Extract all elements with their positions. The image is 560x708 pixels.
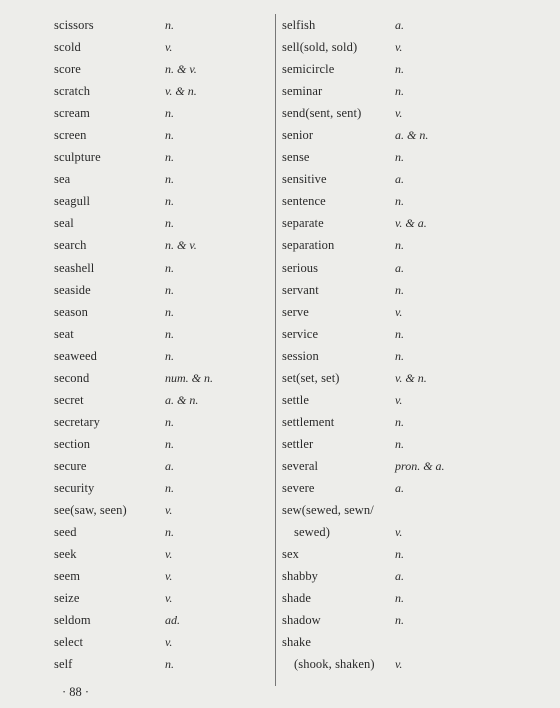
entry-part-of-speech: v. — [395, 304, 403, 319]
entry-part-of-speech: a. & n. — [165, 392, 199, 407]
entry-row — [282, 613, 552, 635]
entry-part-of-speech: n. — [165, 326, 174, 341]
entry-word: sense — [282, 150, 310, 165]
entry-word: secure — [54, 458, 87, 473]
entry-row — [54, 172, 269, 194]
entry-word: sex — [282, 547, 299, 562]
entry-row — [54, 283, 269, 305]
entry-part-of-speech: n. — [395, 613, 404, 628]
entry-row — [54, 591, 269, 613]
entry-word: scold — [54, 40, 81, 55]
entry-row — [54, 657, 269, 679]
entry-part-of-speech: n. — [165, 106, 174, 121]
entry-row — [282, 459, 552, 481]
page-number: · 88 · — [62, 685, 90, 699]
entry-part-of-speech: num. & n. — [165, 370, 213, 385]
entry-part-of-speech: n. — [165, 172, 174, 187]
entry-row — [54, 459, 269, 481]
entry-word: sentence — [282, 194, 326, 209]
entry-row — [54, 503, 269, 525]
entry-row — [54, 349, 269, 371]
entry-word: sewed) — [294, 525, 331, 540]
entry-part-of-speech: n. — [395, 238, 404, 253]
entry-word: seaweed — [54, 348, 98, 363]
entry-part-of-speech: n. — [395, 348, 404, 363]
entry-word: scissors — [54, 18, 94, 32]
entry-word: secret — [54, 392, 84, 407]
entry-row — [282, 40, 552, 62]
entry-word: serious — [282, 260, 319, 275]
entry-part-of-speech: n. — [395, 547, 404, 562]
entry-row — [54, 128, 269, 150]
entry-word: senior — [282, 128, 314, 143]
entry-row — [282, 172, 552, 194]
entry-word: score — [54, 62, 81, 77]
entry-row — [54, 238, 269, 260]
entry-word: shake — [282, 635, 311, 650]
entry-word: seagull — [54, 194, 91, 209]
entry-word: seem — [54, 569, 81, 584]
entry-word: shade — [282, 591, 311, 606]
entry-part-of-speech: a. — [395, 569, 404, 584]
entry-word: selfish — [282, 18, 316, 32]
entry-row — [54, 40, 269, 62]
entry-part-of-speech: n. — [165, 128, 174, 143]
entry-part-of-speech: v. — [165, 547, 173, 562]
entry-word: severe — [282, 480, 315, 495]
entry-row — [282, 415, 552, 437]
entry-word: service — [282, 326, 319, 341]
entry-word: sensitive — [282, 172, 327, 187]
entry-part-of-speech: n. — [165, 194, 174, 209]
entry-row — [282, 150, 552, 172]
entry-row — [282, 216, 552, 238]
entry-part-of-speech: v. — [165, 503, 173, 518]
entry-row — [54, 305, 269, 327]
entry-word: shabby — [282, 569, 319, 584]
entry-word: section — [54, 436, 91, 451]
entry-word: sculpture — [54, 150, 101, 165]
entry-word: scratch — [54, 84, 91, 99]
entry-row — [282, 657, 552, 679]
entry-part-of-speech: n. — [165, 414, 174, 429]
entry-part-of-speech: v. — [165, 569, 173, 584]
entry-row — [282, 84, 552, 106]
entry-row — [282, 128, 552, 150]
entry-part-of-speech: n. — [165, 525, 174, 540]
left-column — [54, 18, 269, 679]
entry-word: season — [54, 304, 88, 319]
entry-part-of-speech: v. — [165, 635, 173, 650]
entry-word: seat — [54, 326, 74, 341]
entry-word: serve — [282, 304, 309, 319]
entry-part-of-speech: n. — [165, 150, 174, 165]
entry-row — [54, 481, 269, 503]
entry-row — [54, 194, 269, 216]
entry-row — [282, 635, 552, 657]
entry-part-of-speech: ad. — [165, 613, 180, 628]
entry-word: separation — [282, 238, 335, 253]
entry-row — [54, 525, 269, 547]
entry-part-of-speech: n. — [165, 348, 174, 363]
entry-part-of-speech: n. — [165, 282, 174, 297]
entry-word: settlement — [282, 414, 335, 429]
entry-row — [54, 327, 269, 349]
entry-row — [54, 150, 269, 172]
entry-row — [54, 569, 269, 591]
entry-part-of-speech: n. — [395, 414, 404, 429]
entry-part-of-speech: v. & n. — [165, 84, 197, 99]
entry-row — [54, 415, 269, 437]
entry-word: semicircle — [282, 62, 335, 77]
entry-row — [54, 613, 269, 635]
entry-part-of-speech: pron. & a. — [395, 458, 445, 473]
entry-part-of-speech: v. — [395, 106, 403, 121]
entry-row — [282, 305, 552, 327]
entry-word: settler — [282, 436, 314, 451]
entry-word: seminar — [282, 84, 323, 99]
entry-part-of-speech: a. — [395, 172, 404, 187]
entry-row — [282, 62, 552, 84]
entry-part-of-speech: n. — [165, 657, 174, 672]
entry-row — [54, 18, 269, 40]
entry-row — [282, 437, 552, 459]
entry-word: sew(sewed, sewn/ — [282, 503, 374, 518]
entry-row — [282, 525, 552, 547]
entry-word: seldom — [54, 613, 91, 628]
entry-row — [282, 238, 552, 260]
entry-row — [54, 393, 269, 415]
entry-row — [54, 216, 269, 238]
entry-part-of-speech: v. — [395, 525, 403, 540]
entry-part-of-speech: n. — [395, 150, 404, 165]
entry-part-of-speech: a. & n. — [395, 128, 429, 143]
entry-row — [282, 106, 552, 128]
entry-part-of-speech: n. — [395, 591, 404, 606]
entry-part-of-speech: n. — [165, 260, 174, 275]
entry-part-of-speech: n. — [165, 480, 174, 495]
entry-part-of-speech: n. — [165, 304, 174, 319]
entry-part-of-speech: v. — [395, 657, 403, 672]
entry-word: seek — [54, 547, 77, 562]
entry-row — [282, 481, 552, 503]
entry-part-of-speech: v. — [165, 591, 173, 606]
entry-row — [54, 106, 269, 128]
entry-row — [282, 194, 552, 216]
entry-word: self — [54, 657, 73, 672]
entry-part-of-speech: v. — [395, 392, 403, 407]
entry-part-of-speech: n. & v. — [165, 238, 197, 253]
entry-word: seed — [54, 525, 77, 540]
entry-row — [282, 261, 552, 283]
entry-part-of-speech: a. — [395, 480, 404, 495]
entry-part-of-speech: n. — [165, 18, 174, 32]
entry-word: servant — [282, 282, 319, 297]
entry-word: select — [54, 635, 84, 650]
entry-word: separate — [282, 216, 324, 231]
entry-row — [54, 437, 269, 459]
entry-part-of-speech: n. — [395, 282, 404, 297]
entry-part-of-speech: n. — [395, 326, 404, 341]
entry-word: scream — [54, 106, 90, 121]
entry-row — [282, 371, 552, 393]
entry-word: settle — [282, 392, 309, 407]
entry-word: sell(sold, sold) — [282, 40, 358, 55]
entry-part-of-speech: n. — [395, 436, 404, 451]
entry-part-of-speech: n. — [395, 194, 404, 209]
entry-row — [282, 327, 552, 349]
right-column — [282, 18, 552, 679]
entry-word: search — [54, 238, 87, 253]
entry-word: set(set, set) — [282, 370, 340, 385]
entry-word: screen — [54, 128, 87, 143]
entry-word: session — [282, 348, 319, 363]
entry-part-of-speech: v. & a. — [395, 216, 427, 231]
entry-word: seize — [54, 591, 80, 606]
entry-row — [282, 393, 552, 415]
entry-word: seal — [54, 216, 74, 231]
entry-row — [54, 371, 269, 393]
entry-word: sea — [54, 172, 71, 187]
entry-part-of-speech: n. — [165, 436, 174, 451]
column-divider — [275, 14, 276, 686]
entry-row — [282, 503, 552, 525]
entry-row — [54, 635, 269, 657]
entry-word: see(saw, seen) — [54, 503, 127, 518]
entry-part-of-speech: v. & n. — [395, 370, 427, 385]
entry-part-of-speech: a. — [165, 458, 174, 473]
entry-word: second — [54, 370, 90, 385]
entry-part-of-speech: n. — [395, 84, 404, 99]
entry-part-of-speech: n. & v. — [165, 62, 197, 77]
entry-row — [282, 569, 552, 591]
entry-part-of-speech: v. — [165, 40, 173, 55]
entry-word: shadow — [282, 613, 321, 628]
entry-row — [282, 349, 552, 371]
entry-word: send(sent, sent) — [282, 106, 362, 121]
entry-word: seashell — [54, 260, 95, 275]
entry-part-of-speech: n. — [165, 216, 174, 231]
entry-part-of-speech: v. — [395, 40, 403, 55]
entry-row — [54, 84, 269, 106]
entry-word: seaside — [54, 282, 91, 297]
entry-part-of-speech: n. — [395, 62, 404, 77]
entry-word: (shook, shaken) — [294, 657, 375, 672]
entry-row — [282, 18, 552, 40]
entry-row — [282, 283, 552, 305]
entry-row — [282, 591, 552, 613]
entry-word: security — [54, 480, 95, 495]
entry-word: several — [282, 458, 319, 473]
entry-row — [54, 261, 269, 283]
entry-row — [282, 547, 552, 569]
entry-row — [54, 547, 269, 569]
entry-row — [54, 62, 269, 84]
entry-part-of-speech: a. — [395, 18, 404, 32]
entry-word: secretary — [54, 414, 101, 429]
entry-part-of-speech: a. — [395, 260, 404, 275]
